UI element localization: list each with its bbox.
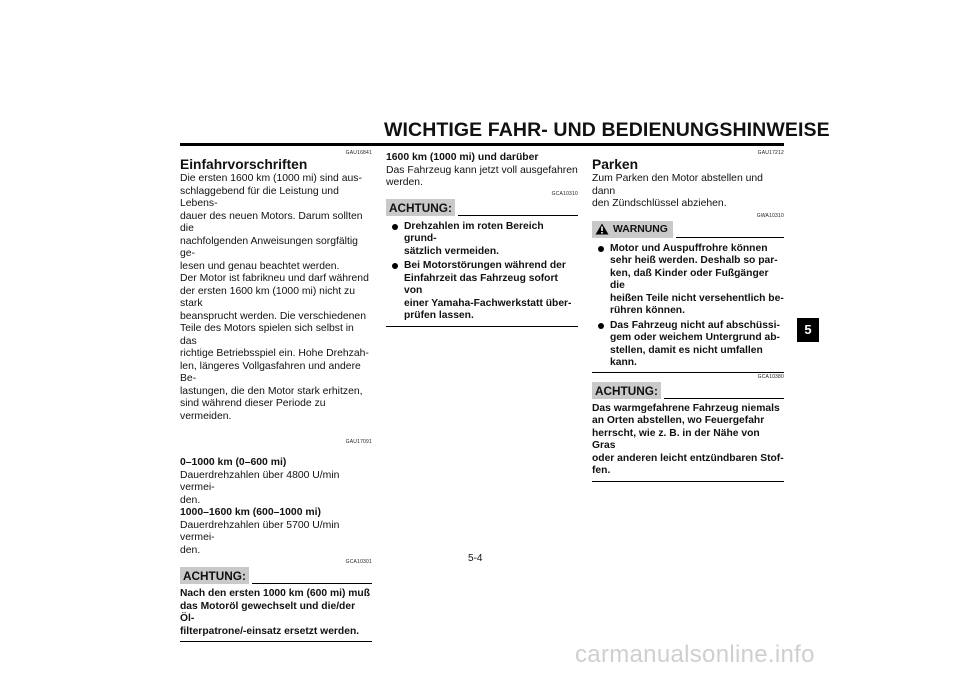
break-in-text: [180, 173, 372, 423]
text-line: schlaggebend für die Leistung und Lebens-: [180, 185, 339, 209]
caution-rule: [252, 582, 372, 584]
subheading-0-1000: 0–1000 km (0–600 mi): [180, 457, 287, 468]
text-line: filterpatrone/-einsatz ersetzt werden.: [180, 625, 360, 637]
text-line: beansprucht werden. Die verschiedenen: [180, 310, 366, 322]
bullet-icon: [392, 224, 398, 230]
caution-text: [180, 588, 372, 638]
caution-text: [592, 403, 784, 478]
caution-rule: [458, 214, 578, 216]
subheading-1600-plus: 1600 km (1000 mi) und darüber: [386, 152, 539, 163]
text-line: prüfen lassen.: [404, 310, 474, 321]
list-item: [386, 221, 578, 259]
warning-label-box: [592, 221, 673, 238]
ref-code: GAU17212: [757, 150, 784, 156]
text-line: nachfolgenden Anweisungen sorgfältig ge-: [180, 235, 358, 259]
caution-label: ACHTUNG:: [592, 382, 661, 399]
column-parking: [592, 150, 784, 482]
caution-rule: [664, 397, 784, 399]
text-line: Dauerdrehzahlen über 4800 U/min vermei-: [180, 469, 340, 493]
caution-end-rule: [180, 641, 372, 642]
text-line: heißen Teile nicht versehentlich be-: [610, 292, 784, 304]
warning-triangle-icon: [595, 223, 609, 235]
text-line: rühren können.: [610, 305, 685, 316]
text-line: Das warmgefahrene Fahrzeug niemals: [592, 402, 780, 414]
text-line: Zum Parken den Motor abstellen und dann: [592, 173, 763, 197]
caution-label: ACHTUNG:: [180, 567, 249, 584]
text-line: Das Fahrzeug kann jetzt voll ausgefahren: [386, 164, 578, 176]
text-line: der ersten 1600 km (1000 mi) nicht zu stark: [180, 285, 355, 309]
text-line: an Orten abstellen, wo Feuergefahr: [592, 415, 765, 426]
text-line: gem oder weichem Untergrund ab-: [610, 332, 780, 343]
text-line: das Motoröl gewechselt und die/der Öl-: [180, 600, 356, 624]
text-line: stellen, damit es nicht umfallen: [610, 344, 763, 356]
caution-header: [592, 382, 784, 399]
list-item: [592, 320, 784, 370]
section-heading-break-in: Einfahrvorschriften: [180, 157, 308, 172]
text-line: Das Fahrzeug nicht auf abschüssi-: [610, 319, 780, 331]
text-line: den.: [180, 544, 201, 556]
list-item: [592, 243, 784, 318]
text-line: Die ersten 1600 km (1000 mi) sind aus-: [180, 173, 362, 184]
text-line: oder anderen leicht entzündbaren Stof-: [592, 452, 784, 464]
ref-code: GAU17091: [345, 439, 372, 445]
column-break-in: [180, 150, 372, 642]
section-heading-parking: Parken: [592, 157, 639, 172]
text-line: Drehzahlen im roten Bereich grund-: [404, 220, 544, 244]
text-line: Teile des Motors spielen sich selbst in das: [180, 323, 354, 347]
text-line: einer Yamaha-Fachwerkstatt über-: [404, 297, 572, 309]
warning-end-rule: [592, 372, 784, 373]
page-number: 5-4: [468, 553, 483, 564]
watermark: carmanualsonline.info: [575, 641, 815, 668]
caution-header: [180, 567, 372, 584]
text-line: dauer des neuen Motors. Darum sollten die: [180, 210, 363, 234]
ref-code: GCA10301: [345, 559, 372, 565]
text-line: Nach den ersten 1000 km (600 mi) muß: [180, 588, 370, 599]
text-line: sind während dieser Periode zu vermeiden.: [180, 398, 326, 422]
caution-label: ACHTUNG:: [386, 199, 455, 216]
ref-code: GAU16841: [345, 150, 372, 156]
bullet-icon: [598, 246, 604, 252]
warning-bullet-list: [592, 243, 784, 370]
text-line: sehr heiß werden. Deshalb so par-: [610, 255, 778, 266]
bullet-icon: [598, 323, 604, 329]
list-item: [386, 260, 578, 323]
text-line: fen.: [592, 465, 611, 476]
text-line: richtige Betriebsspiel ein. Hohe Drehzah-: [180, 348, 369, 359]
caution-end-rule: [386, 326, 578, 327]
ref-code: GCA10380: [757, 373, 784, 380]
header-rule: [180, 143, 784, 146]
text-line: Dauerdrehzahlen über 5700 U/min vermei-: [180, 519, 340, 543]
text-line: Einfahrzeit das Fahrzeug sofort von: [404, 272, 558, 296]
caution-end-rule: [592, 481, 784, 482]
column-after-1600: [386, 152, 578, 327]
warning-label: WARNUNG: [613, 223, 668, 235]
chapter-tab: 5: [797, 318, 819, 342]
caution-bullet-list: [386, 221, 578, 323]
bullet-icon: [392, 263, 398, 269]
text-line: lesen und genau beachtet werden.: [180, 260, 340, 272]
text-line: Bei Motorstörungen während der: [404, 260, 566, 271]
text-line: werden.: [386, 177, 423, 188]
ref-code: GWA10310: [756, 212, 784, 219]
warning-rule: [676, 236, 784, 238]
text-line: len, längeres Vollgasfahren und andere Be-: [180, 360, 361, 384]
caution-header: [386, 199, 578, 216]
subheading-1000-1600: 1000–1600 km (600–1000 mi): [180, 507, 321, 518]
ref-code: GCA10310: [551, 190, 578, 197]
page-title: WICHTIGE FAHR- UND BEDIENUNGSHINWEISE: [384, 119, 830, 141]
text-line: lastungen, die den Motor stark erhitzen,: [180, 385, 363, 397]
text-line: kann.: [610, 357, 637, 368]
warning-header: [592, 221, 784, 238]
text-line: den Zündschlüssel abziehen.: [592, 198, 727, 209]
text-line: herrscht, wie z. B. in der Nähe von Gras: [592, 427, 760, 451]
text-line: ken, daß Kinder oder Fußgänger die: [610, 267, 769, 291]
text-line: den.: [180, 494, 201, 506]
text-line: sätzlich vermeiden.: [404, 245, 499, 257]
text-line: Der Motor ist fabrikneu und darf während: [180, 273, 369, 284]
text-line: Motor und Auspuffrohre können: [610, 242, 768, 254]
